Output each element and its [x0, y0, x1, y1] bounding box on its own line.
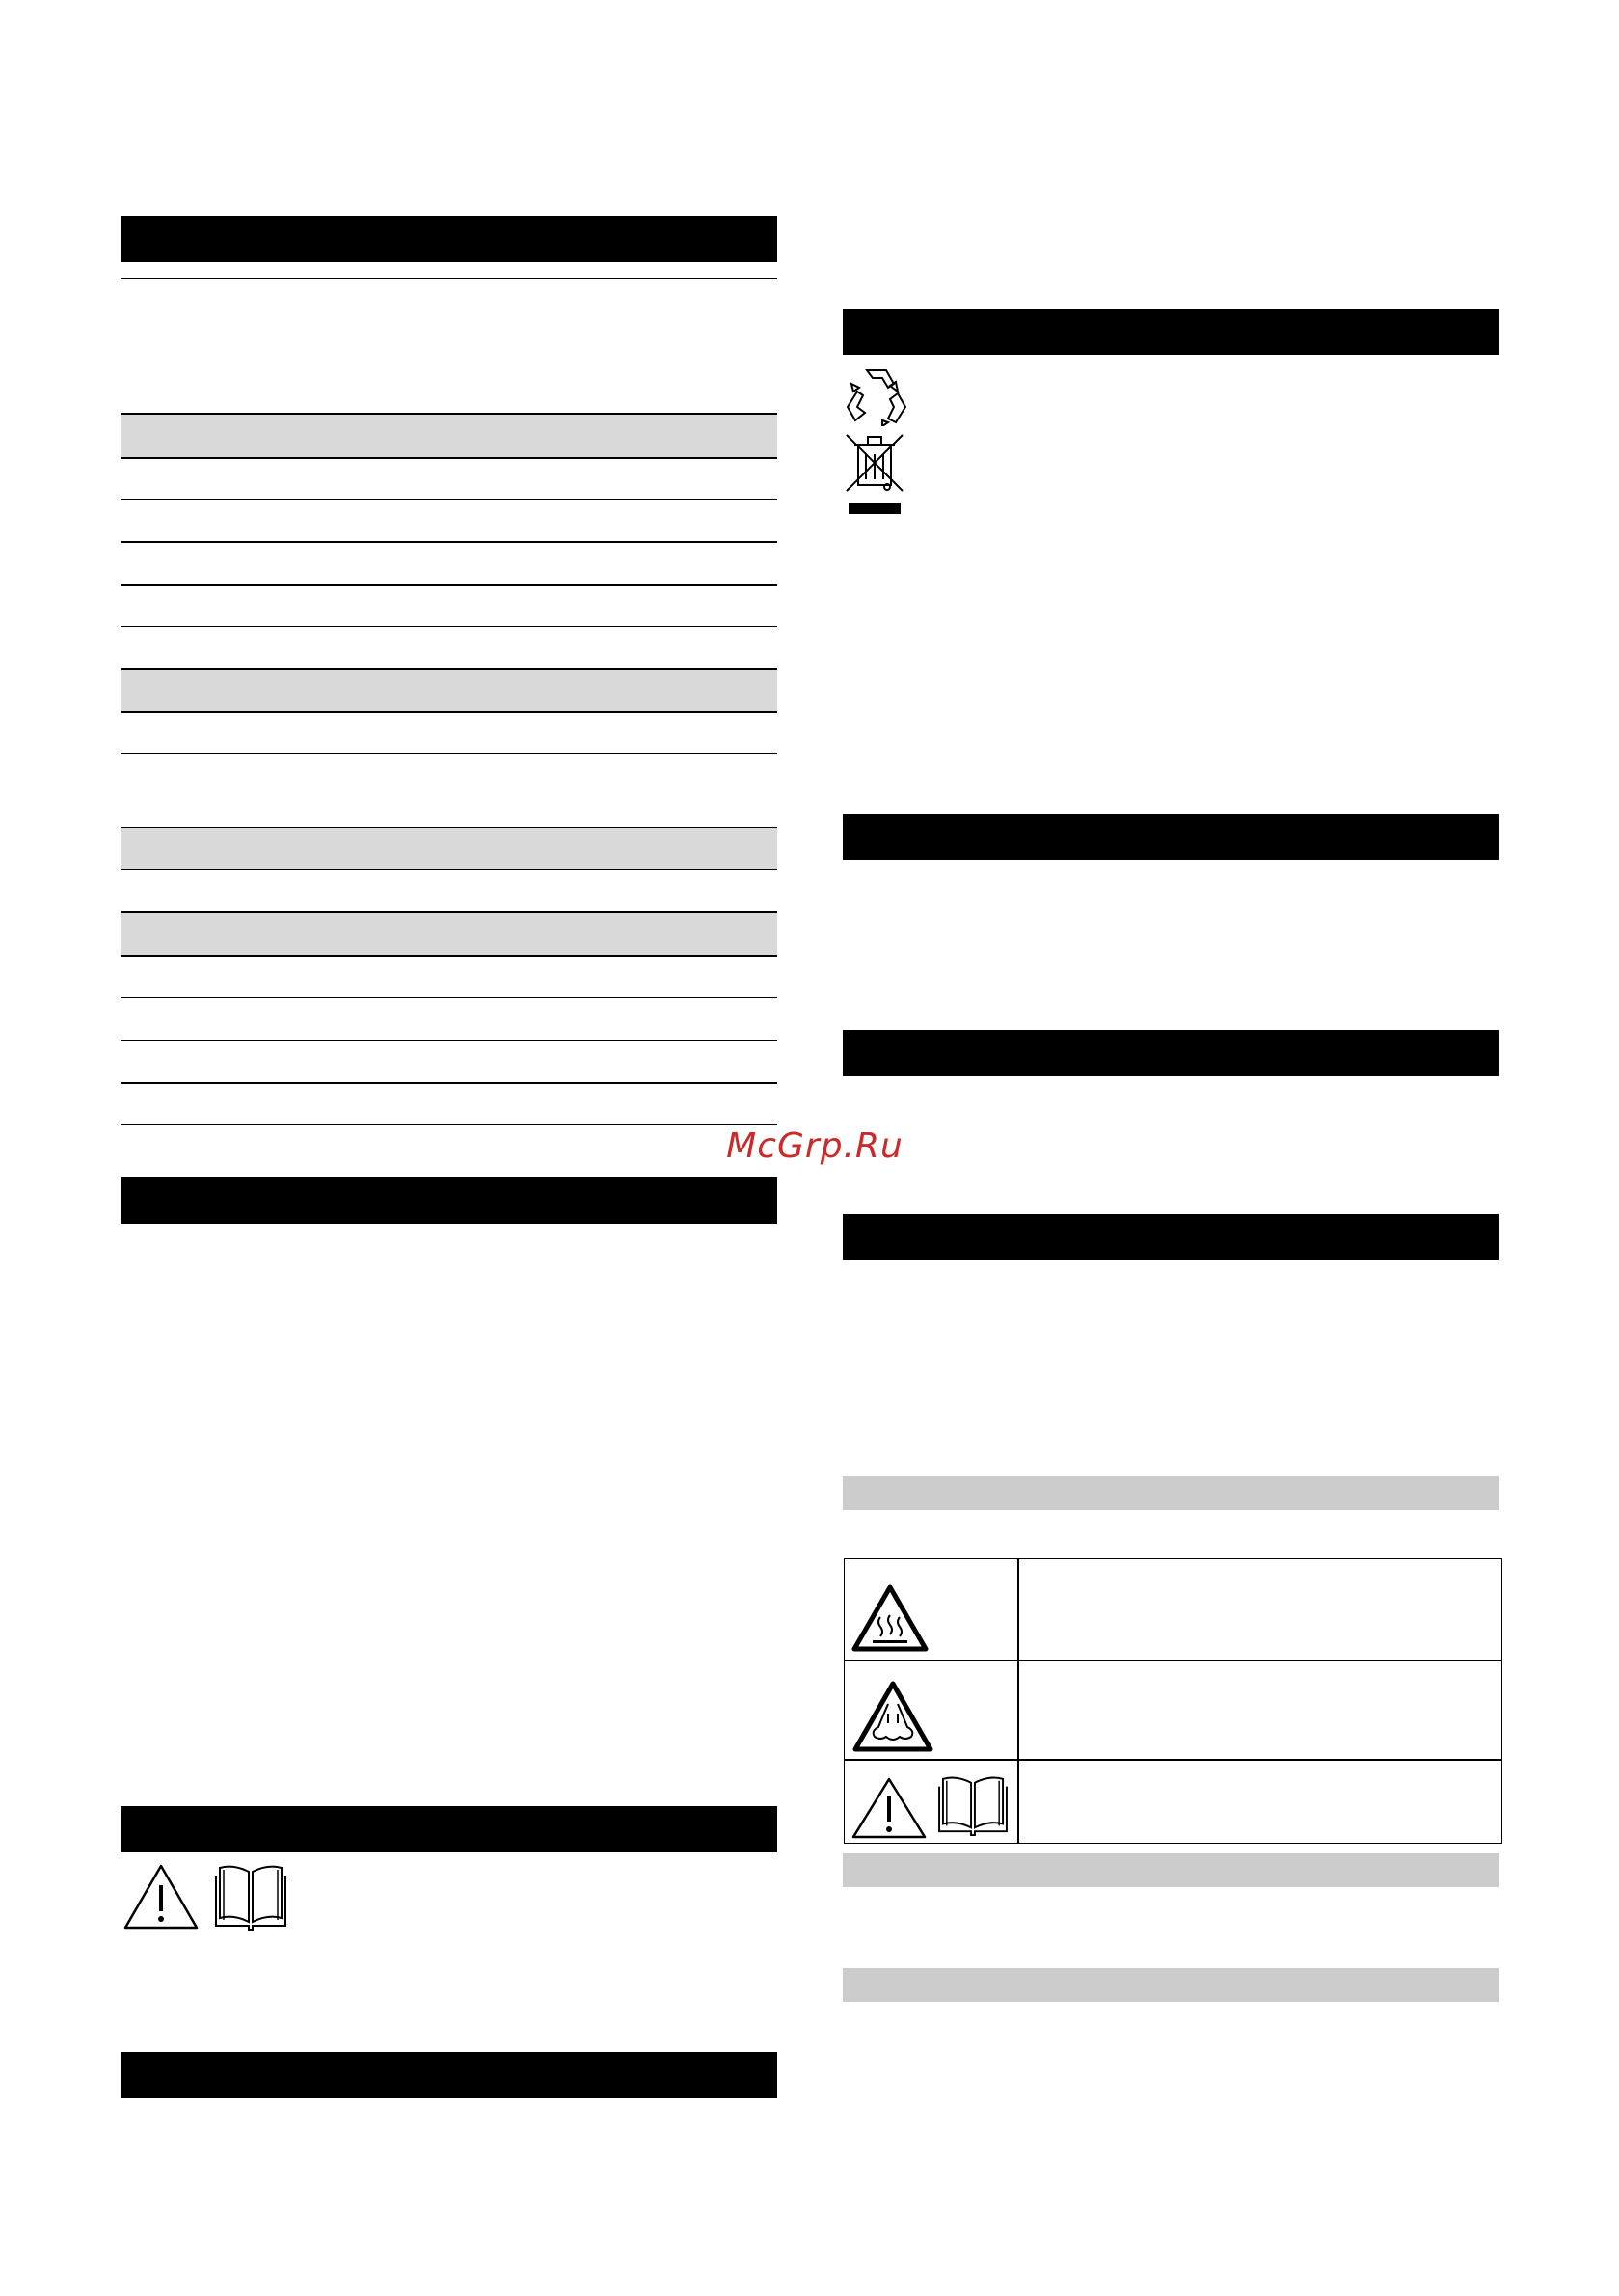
table-rule [121, 1082, 777, 1084]
table-rule [121, 753, 777, 754]
table-rule [121, 499, 777, 500]
subsection-header-bar [843, 1853, 1499, 1887]
fumes-warning-icon [850, 1679, 936, 1754]
warning-triangle-icon [121, 1862, 201, 1931]
table-rule [121, 869, 777, 870]
warning-triangle-icon [850, 1775, 929, 1841]
table-group-row [121, 669, 777, 712]
section-header-bar [843, 814, 1499, 860]
table-rule [121, 668, 777, 670]
table-rule [121, 997, 777, 998]
read-manual-icon [933, 1773, 1012, 1837]
table-rule [121, 457, 777, 459]
hot-surface-warning-icon [850, 1582, 931, 1654]
divider-line [121, 278, 777, 279]
table-rule [121, 1040, 777, 1041]
crossed-bin-icon [843, 431, 906, 518]
section-header-bar [843, 1030, 1499, 1076]
table-rule [121, 626, 777, 627]
table-rule [121, 911, 777, 913]
section-header-bar [121, 2052, 777, 2098]
section-header-bar [121, 1177, 777, 1224]
recycle-icon [846, 365, 907, 426]
table-group-row [121, 828, 777, 869]
table-group-row [121, 912, 777, 955]
watermark-text: McGrp.Ru [726, 1126, 904, 1166]
table-rule [121, 711, 777, 713]
section-header-bar [121, 216, 777, 262]
subsection-header-bar [843, 1476, 1499, 1510]
table-group-row [121, 414, 777, 457]
table-rule [121, 584, 777, 586]
section-header-bar [121, 1806, 777, 1852]
section-header-bar [843, 1214, 1499, 1260]
symbols-table [844, 1558, 1502, 1844]
read-manual-icon [210, 1862, 291, 1931]
table-rule [121, 955, 777, 957]
table-rule [121, 541, 777, 543]
table-rule [121, 1124, 777, 1125]
section-header-bar [843, 309, 1499, 355]
table-rule [121, 413, 777, 415]
subsection-header-bar [843, 1968, 1499, 2002]
table-rule [121, 827, 777, 828]
